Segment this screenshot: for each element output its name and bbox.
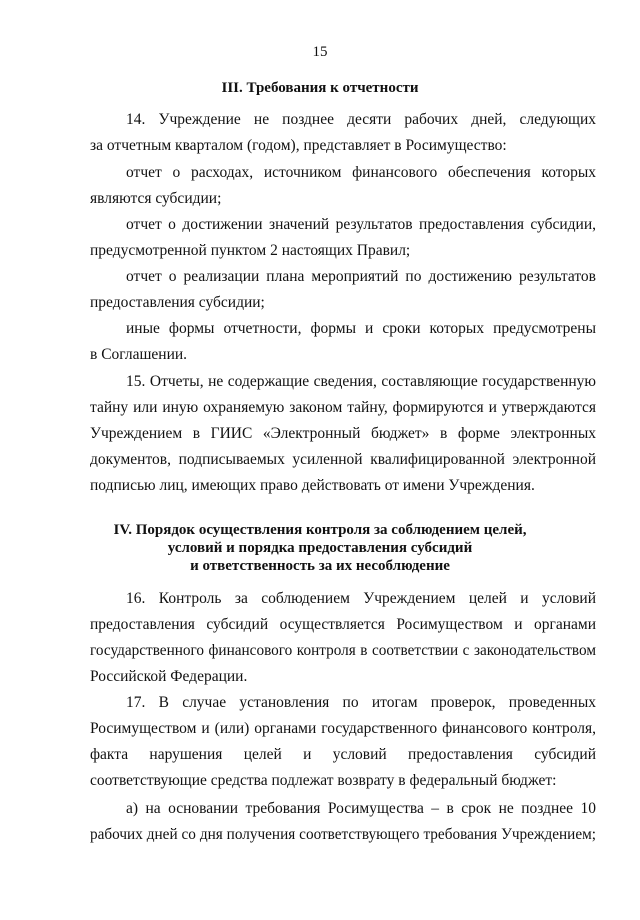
paragraph-line: отчет о достижении значений результатов предоставления субсидии, (126, 216, 596, 233)
paragraph-line: 17. В случае установления по итогам проверок, проведенных (126, 694, 596, 711)
paragraph-line: предоставления субсидии; (90, 294, 265, 311)
section-4-title-line: и ответственность за их несоблюдение (190, 558, 450, 574)
paragraph-line: Росимуществом и (или) органами государственного финансового контроля, (90, 720, 596, 737)
paragraph-line: в Соглашении. (90, 346, 188, 363)
paragraph-line: предусмотренной пунктом 2 настоящих Правил; (90, 242, 411, 259)
paragraph-line: за отчетным кварталом (годом), представляет в Росимущество: (90, 137, 507, 154)
paragraph-line: 14. Учреждение не позднее десяти рабочих дней, следующих (126, 111, 596, 128)
paragraph-line: 15. Отчеты, не содержащие сведения, составляющие государственную (126, 373, 596, 390)
paragraph-line: тайну или иную охраняемую законом тайну, формируются и утверждаются (90, 399, 596, 416)
section-3-title: III. Требования к отчетности (221, 80, 419, 96)
section-4-title-line: условий и порядка предоставления субсидий (167, 540, 473, 556)
paragraph-line: предоставления субсидий осуществляется Росимуществом и органами (90, 616, 596, 633)
paragraph-line: соответствующие средства подлежат возврату в федеральный бюджет: (90, 772, 557, 789)
page-number: 15 (312, 44, 328, 60)
paragraph-line: Учреждением в ГИИС «Электронный бюджет» в форме электронных (90, 425, 596, 442)
paragraph-line: отчет о расходах, источником финансового обеспечения которых (126, 164, 596, 181)
paragraph-line: государственного финансового контроля в соответствии с законодательством (90, 642, 596, 659)
paragraph-line: являются субсидии; (90, 190, 222, 207)
paragraph-line: факта нарушения целей и условий предоставления субсидий (90, 746, 596, 763)
paragraph-line: иные формы отчетности, формы и сроки которых предусмотрены (126, 320, 596, 337)
paragraph-line: рабочих дней со дня получения соответствующего требования Учреждением; (90, 826, 596, 843)
paragraph-line: отчет о реализации плана мероприятий по достижению результатов (126, 268, 596, 285)
section-4-title-line: IV. Порядок осуществления контроля за соблюдением целей, (113, 522, 527, 538)
paragraph-line: подписью лиц, имеющих право действовать от имени Учреждения. (90, 477, 535, 494)
paragraph-line: Российской Федерации. (90, 668, 248, 685)
paragraph-line: а) на основании требования Росимущества – в срок не позднее 10 (126, 800, 596, 817)
paragraph-line: документов, подписываемых усиленной квалифицированной электронной (90, 451, 596, 468)
paragraph-line: 16. Контроль за соблюдением Учреждением целей и условий (126, 590, 596, 607)
